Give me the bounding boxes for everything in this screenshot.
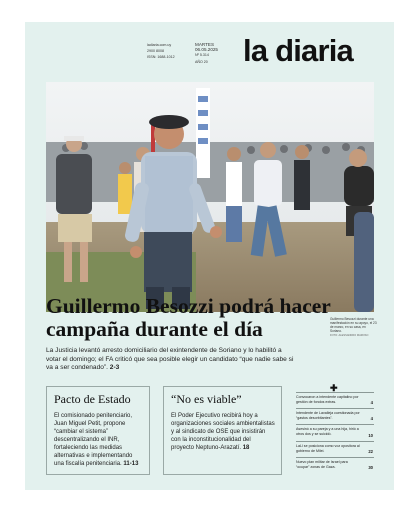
story-box-body	[171, 412, 275, 452]
story-box-no-es-viable[interactable]	[163, 386, 282, 475]
brief-text: Convocaron a intendente capitalino por gestión de fondos extras.	[296, 395, 359, 404]
photo-caption-text: Guillermo Besozzi durante una manifestación en su apoyo, el 23 de marzo, en su casa, en Soriano.	[330, 317, 377, 334]
story-box-pacto[interactable]	[46, 386, 150, 475]
brief-text: Asesinó a su pareja y a una hija, hirió a otros dos y se suicidó.	[296, 427, 359, 437]
photo-credit: FOTO: ALESSANDRO MAROSO	[330, 334, 369, 338]
site-url[interactable]: ladiaria.com.uy	[147, 43, 172, 47]
brief-page-ref: 10	[368, 432, 373, 438]
story-box-text: El comisionado penitenciario, Juan Miguel Petit, propone “cambiar el sistema” descentralizando el INR, fortaleciendo las medidas alternativas e implementando una fiscalía penitenciaria.	[54, 413, 133, 467]
front-page	[25, 22, 394, 490]
brief-page-ref: 22	[368, 448, 373, 454]
brief-page-ref: 4	[370, 400, 373, 406]
masthead	[25, 22, 394, 78]
masthead-contact	[147, 42, 175, 61]
brief-text: LaLl se posiciona como voz opositora al gobierno de Milei.	[296, 443, 360, 453]
issue-number: Nº 5.314	[195, 53, 209, 58]
story-box-page-ref[interactable]: 11-13	[123, 461, 139, 467]
brief-item[interactable]	[296, 424, 374, 440]
story-box-page-ref[interactable]: 18	[242, 445, 250, 451]
brief-item[interactable]	[296, 392, 374, 408]
story-box-title: Pacto de Estado	[54, 392, 131, 406]
story-box-text: El Poder Ejecutivo recibirá hoy a organizaciones sociales ambientalistas y al sindicato de OSE que insistirán con la inconstitucionalidad del proyecto Neptuno-Arazatí.	[171, 413, 275, 451]
story-box-title: “No es viable”	[171, 392, 242, 406]
date: 06.05.2025	[195, 47, 218, 53]
masthead-date	[195, 42, 218, 65]
lead-dek	[46, 347, 296, 373]
lead-dek-text: La Justicia levantó arresto domiciliario del exintendente de Soriano y lo habilitó a votar el domingo; el FA criticó que sea posible elegir un candidato “que nadie sabe si va a ser condenado”.	[46, 347, 294, 372]
brief-item[interactable]	[296, 457, 374, 473]
brief-text: Intendente de Lavalleja cuestionada por “gastos desorbitantes”.	[296, 411, 360, 421]
brief-item[interactable]	[296, 441, 374, 457]
brief-page-ref: 30	[368, 464, 373, 470]
weekday: MARTES	[195, 42, 215, 47]
plus-icon: ✚	[330, 383, 338, 393]
phone-number: 2900 8008	[147, 49, 164, 54]
lead-page-ref[interactable]: 2-3	[109, 364, 120, 372]
brief-item[interactable]	[296, 408, 374, 424]
brief-text: Nuevo plan militar de Israel para “ocupar” zonas de Gaza.	[296, 459, 348, 469]
story-box-body	[54, 412, 143, 468]
year-number: AÑO 20	[195, 59, 208, 64]
lead-headline[interactable]: Guillermo Besozzi podrá hacer campaña durante el día	[46, 294, 331, 341]
briefs-list	[296, 383, 374, 473]
photo-caption	[330, 317, 378, 338]
lead-photo	[46, 82, 374, 312]
issn: ISSN: 1688-1012	[147, 55, 175, 60]
brief-page-ref: 4	[370, 416, 373, 422]
newspaper-logo[interactable]: la diaria	[243, 33, 353, 68]
